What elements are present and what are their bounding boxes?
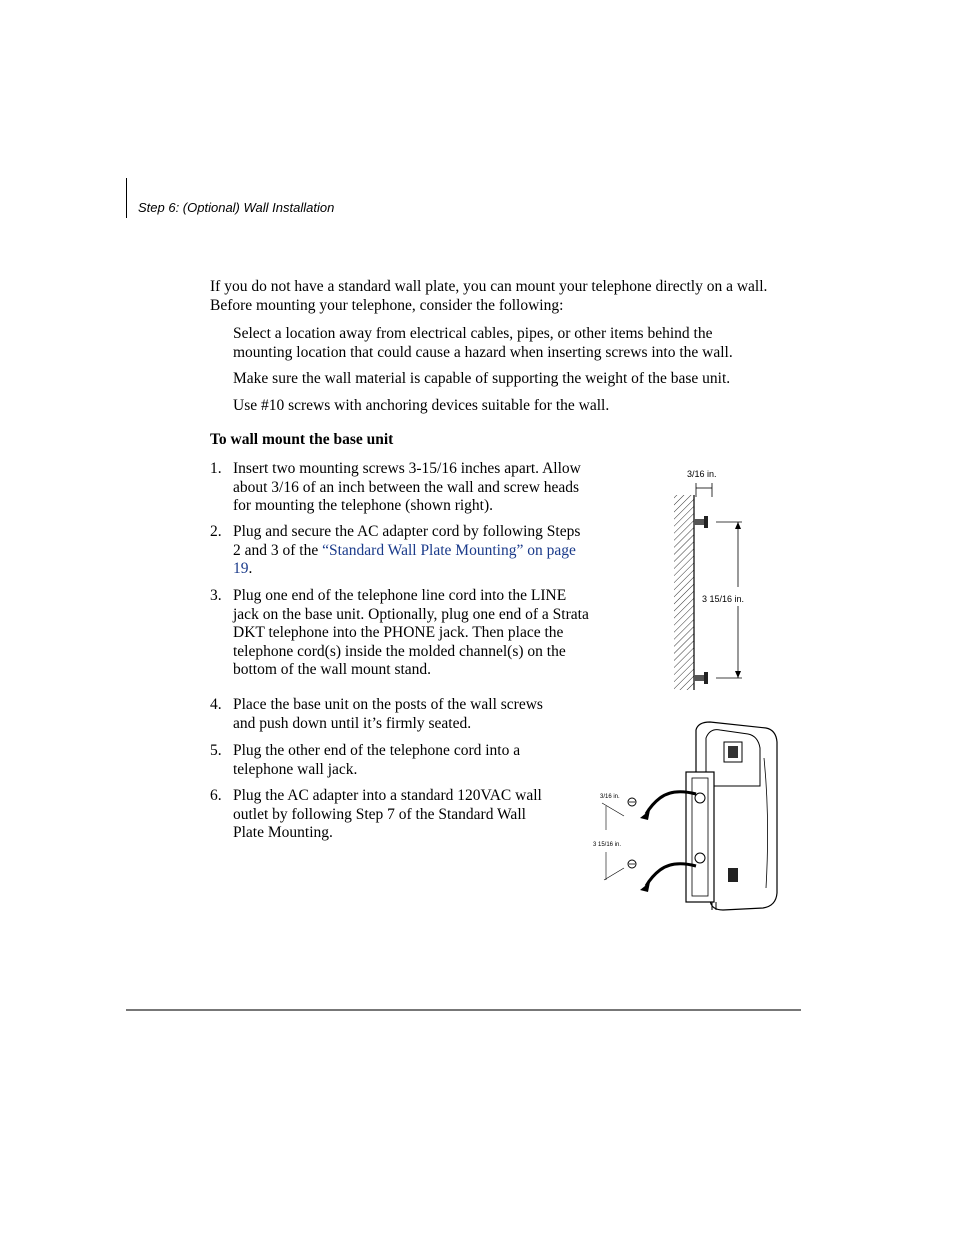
step-line: jack on the base unit. Optionally, plug one end of a Strata	[233, 605, 589, 623]
step-line: outlet by following Step 7 of the Standard Wall	[233, 805, 526, 823]
header-margin-rule	[126, 178, 127, 218]
consideration-location	[233, 325, 798, 362]
jack-icon	[728, 868, 738, 882]
consideration-screws: Use #10 screws with anchoring devices suitable for the wall.	[233, 397, 610, 414]
jack-icon	[728, 746, 738, 758]
arrowhead-icon	[640, 810, 650, 820]
step-number: 1.	[210, 460, 222, 477]
intro-paragraph: If you do not have a standard wall plate, you can mount your telephone directly on a wall. Before mounting your telephone, consider the following:	[210, 278, 768, 314]
screw-icon	[628, 798, 636, 806]
running-header: Step 6: (Optional) Wall Installation	[138, 200, 335, 215]
step-number: 3.	[210, 587, 222, 604]
step-line: bottom of the wall mount stand.	[233, 661, 432, 679]
step-line: DKT telephone into the PHONE jack. Then place the	[233, 624, 564, 642]
arrowhead-icon	[735, 671, 741, 678]
spacing-label: 3 15/16 in.	[702, 594, 745, 604]
procedure-heading: To wall mount the base unit	[210, 431, 394, 448]
step-number: 4.	[210, 696, 222, 713]
gap-label: 3/16 in.	[600, 794, 620, 800]
cross-reference-link[interactable]: “Standard Wall Plate Mounting” on page	[322, 541, 576, 559]
consideration-wall-material: Make sure the wall material is capable of supporting the weight of the base unit.	[233, 370, 731, 387]
step-line: telephone cord(s) inside the molded channel(s) on the	[233, 642, 566, 660]
dimension-line	[604, 868, 624, 880]
wall-hatching	[674, 495, 694, 690]
step-line: and push down until it’s firmly seated.	[233, 714, 472, 732]
step-number: 5.	[210, 742, 222, 759]
consideration-location-line2: mounting location that could cause a hazard when inserting screws into the wall.	[233, 343, 733, 361]
step-line: .	[248, 560, 253, 578]
step-line: Place the base unit on the posts of the wall screws	[233, 696, 543, 713]
step-line: Plug the other end of the telephone cord into a	[233, 742, 521, 759]
step-line: Plug the AC adapter into a standard 120VAC wall	[233, 787, 542, 804]
step-line: Plate Mounting.	[233, 824, 333, 842]
step-number: 2.	[210, 523, 222, 540]
wall-mount-unit-figure	[588, 718, 788, 918]
consideration-location-line1: Select a location away from electrical cables, pipes, or other items behind the	[233, 325, 713, 342]
step-number: 6.	[210, 787, 222, 804]
footer-rule	[126, 1009, 801, 1011]
screw-icon	[694, 516, 708, 528]
screw-icon	[694, 672, 708, 684]
step-line: Plug one end of the telephone line cord into the LINE	[233, 587, 567, 604]
step-line: Insert two mounting screws 3-15/16 inches apart. Allow	[233, 460, 581, 477]
screw-icon	[628, 860, 636, 868]
step-line: for mounting the telephone (shown right).	[233, 497, 494, 515]
step-line: telephone wall jack.	[233, 760, 358, 778]
step-line: Plug and secure the AC adapter cord by following Steps	[233, 523, 581, 540]
screw-spacing-figure	[660, 455, 780, 695]
step-line: about 3/16 of an inch between the wall and screw heads	[233, 478, 580, 496]
arrowhead-icon	[735, 522, 741, 529]
step-line: 2 and 3 of the	[233, 541, 323, 559]
spacing-label: 3 15/16 in.	[593, 842, 622, 848]
arrowhead-icon	[640, 882, 650, 892]
gap-label: 3/16 in.	[687, 469, 717, 479]
dimension-line	[602, 803, 624, 816]
page-link[interactable]: 19	[233, 560, 249, 578]
